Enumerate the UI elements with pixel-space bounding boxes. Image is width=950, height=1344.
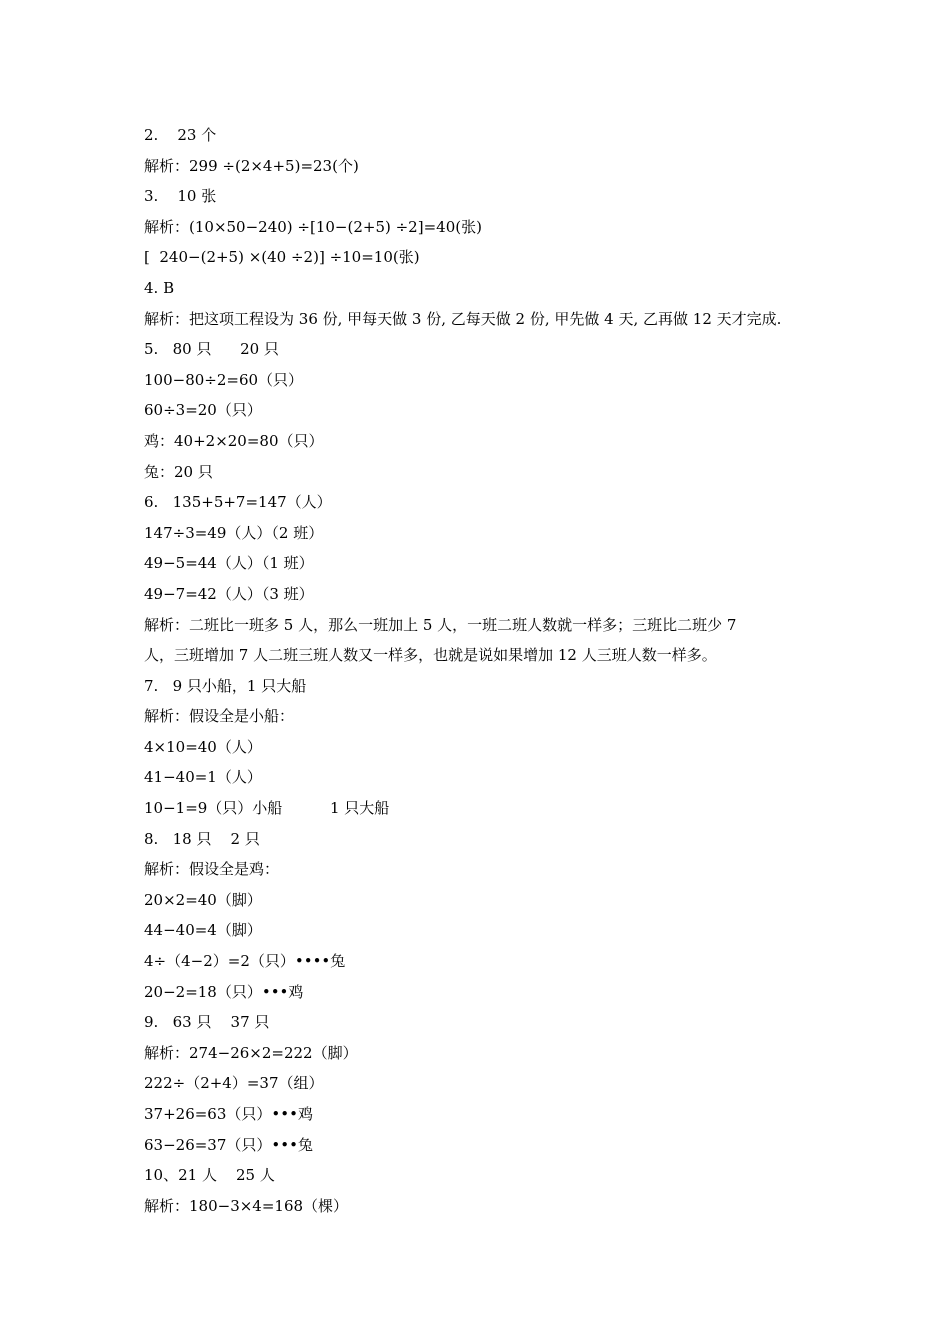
calculation-line: 37+26=63（只）•••鸡 xyxy=(144,1105,313,1123)
calculation-line: 4×10=40（人） xyxy=(144,737,262,756)
calculation-line: 41−40=1（人） xyxy=(144,768,262,787)
answer-line: 6. 135+5+7=147（人） xyxy=(144,493,332,512)
calculation-line: 4÷（4−2）=2（只）••••兔 xyxy=(144,952,346,971)
calculation-line: 10−1=9（只）小船 1 只大船 xyxy=(144,799,390,818)
explanation-line: 解析：180−3×4=168（棵） xyxy=(144,1196,349,1215)
answer-line: 4. B xyxy=(144,278,175,297)
answer-line: 5. 80 只 20 只 xyxy=(144,340,279,359)
calculation-line: 100−80÷2=60（只） xyxy=(144,370,304,389)
calculation-line: 63−26=37（只）•••兔 xyxy=(144,1135,313,1154)
explanation-line: 解析：299 ÷(2×4+5)=23(个) xyxy=(144,156,359,175)
answer-line: 2. 23 个 xyxy=(144,126,217,144)
explanation-line: 解析：假设全是鸡： xyxy=(144,860,280,879)
answer-line: 7. 9 只小船，1 只大船 xyxy=(144,676,307,695)
answer-line: 3. 10 张 xyxy=(144,187,217,206)
explanation-line: 解析：274−26×2=222（脚） xyxy=(144,1043,358,1062)
calculation-line: 44−40=4（脚） xyxy=(144,921,262,940)
calculation-line: [ 240−(2+5) ×(40 ÷2)] ÷10=10(张) xyxy=(144,248,420,267)
calculation-line: 49−7=42（人）（3 班） xyxy=(144,584,314,603)
answer-content xyxy=(144,120,824,1221)
calculation-line: 20−2=18（只）•••鸡 xyxy=(144,982,304,1001)
explanation-line: 解析：(10×50−240) ÷[10−(2+5) ÷2]=40(张) xyxy=(144,217,482,236)
answer-line: 10、21 人 25 人 xyxy=(144,1166,275,1185)
calculation-line: 鸡：40+2×20=80（只） xyxy=(144,431,324,450)
explanation-line: 解析：假设全是小船： xyxy=(144,707,295,726)
answer-line: 8. 18 只 2 只 xyxy=(144,829,260,848)
explanation-line: 解析：二班比一班多 5 人，那么一班加上 5 人，一班二班人数就一样多；三班比二班少 7 xyxy=(144,615,737,634)
calculation-line: 147÷3=49（人）（2 班） xyxy=(144,523,324,542)
calculation-line: 兔：20 只 xyxy=(144,462,213,481)
calculation-line: 49−5=44（人）（1 班） xyxy=(144,554,314,573)
answer-line: 9. 63 只 37 只 xyxy=(144,1013,270,1032)
calculation-line: 20×2=40（脚） xyxy=(144,890,262,909)
explanation-line: 人，三班增加 7 人二班三班人数又一样多，也就是说如果增加 12 人三班人数一样多。 xyxy=(144,646,717,665)
calculation-line: 222÷（2+4）=37（组） xyxy=(144,1074,324,1093)
calculation-line: 60÷3=20（只） xyxy=(144,401,262,420)
explanation-line: 解析：把这项工程设为 36 份, 甲每天做 3 份, 乙每天做 2 份, 甲先做 4 天, 乙再做 12 天才完成. xyxy=(144,309,782,328)
